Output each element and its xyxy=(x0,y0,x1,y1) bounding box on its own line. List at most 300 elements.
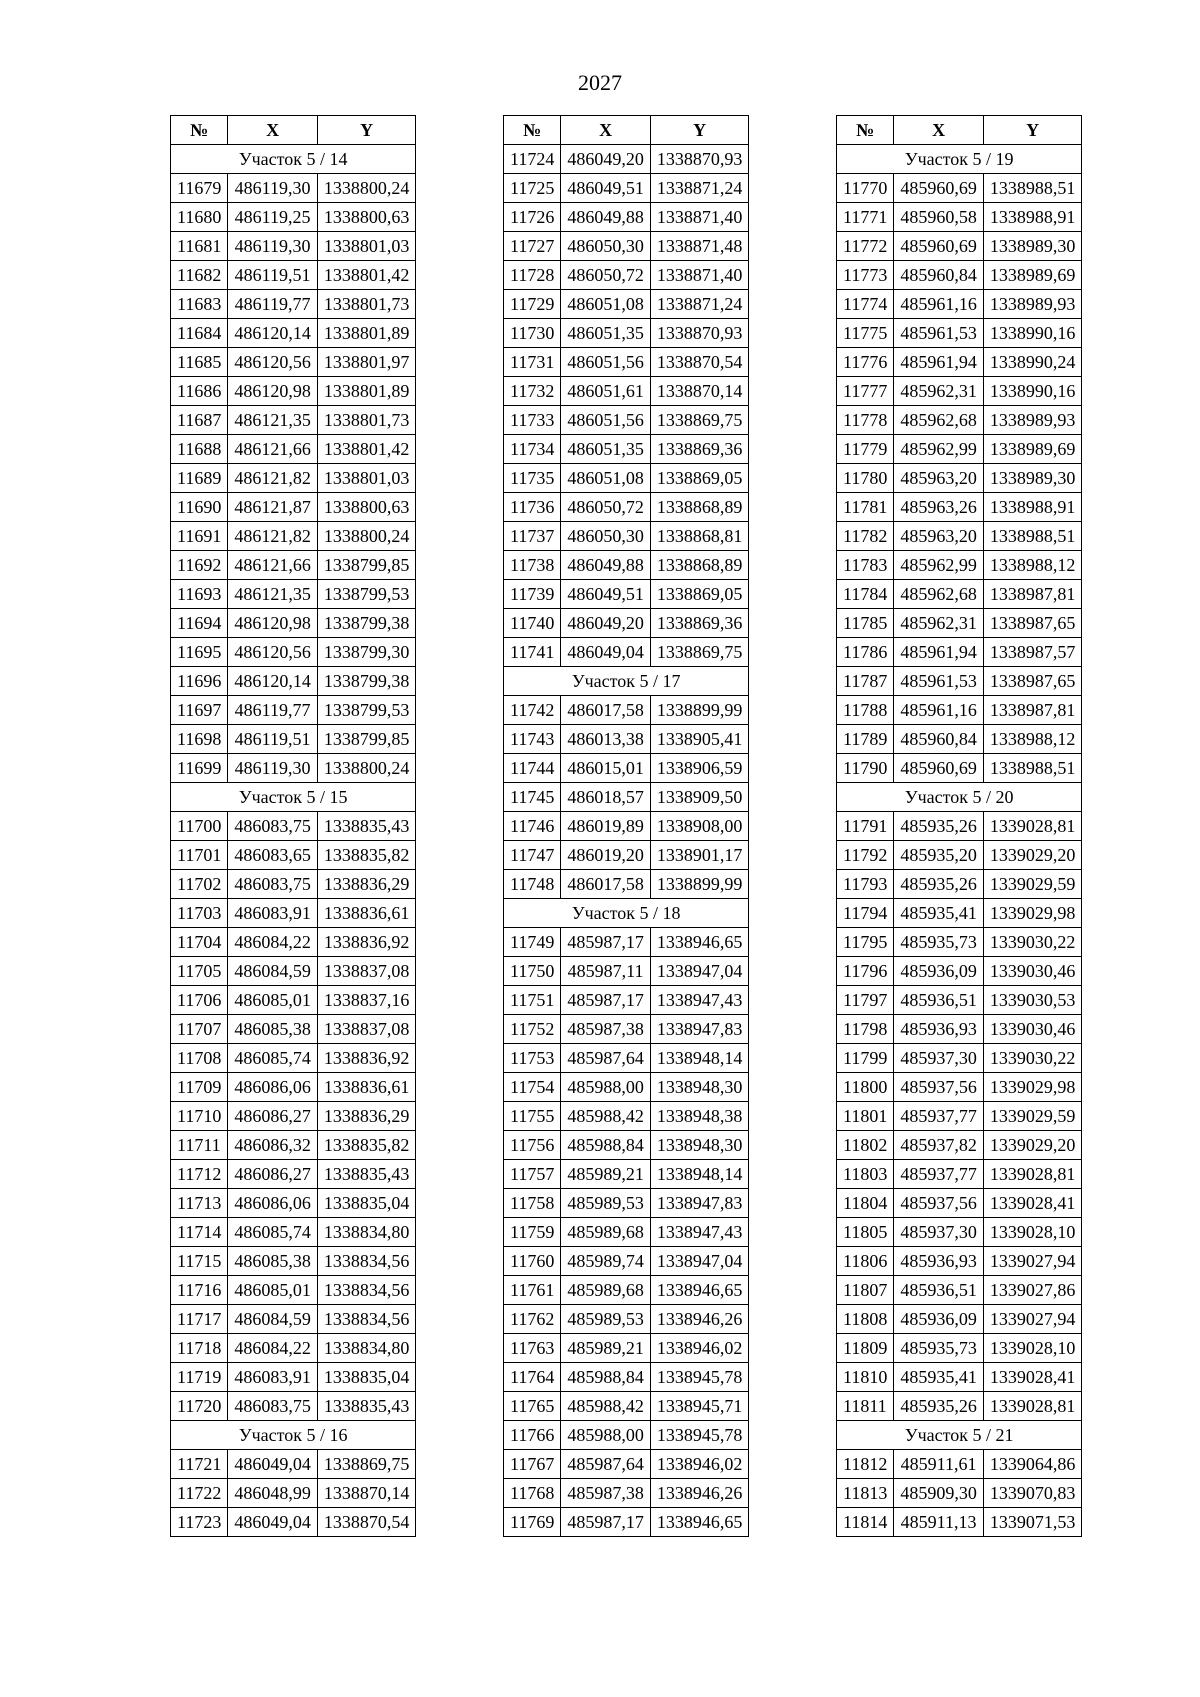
coord-y: 1338947,83 xyxy=(650,1189,749,1218)
coord-x: 486084,22 xyxy=(228,928,318,957)
coord-x: 485987,17 xyxy=(561,928,651,957)
coord-y: 1338871,24 xyxy=(650,290,749,319)
point-number: 11694 xyxy=(171,609,228,638)
coord-y: 1339029,98 xyxy=(983,899,1082,928)
point-number: 11791 xyxy=(837,812,894,841)
table-row xyxy=(504,1131,749,1160)
coord-x: 485961,53 xyxy=(894,319,984,348)
table-row xyxy=(837,1508,1082,1537)
coord-y: 1339029,59 xyxy=(983,870,1082,899)
coord-x: 486119,77 xyxy=(228,696,318,725)
coord-x: 485987,38 xyxy=(561,1015,651,1044)
coord-x: 485963,20 xyxy=(894,464,984,493)
coord-x: 486120,14 xyxy=(228,319,318,348)
point-number: 11682 xyxy=(171,261,228,290)
table-row xyxy=(504,348,749,377)
point-number: 11706 xyxy=(171,986,228,1015)
coord-y: 1339028,41 xyxy=(983,1363,1082,1392)
table-row xyxy=(837,1392,1082,1421)
coord-y: 1338871,40 xyxy=(650,261,749,290)
table-row xyxy=(171,1392,416,1421)
coord-x: 486121,82 xyxy=(228,464,318,493)
coord-x: 486085,38 xyxy=(228,1015,318,1044)
coord-x: 485961,16 xyxy=(894,290,984,319)
coord-y: 1338801,42 xyxy=(317,435,416,464)
coord-y: 1339028,81 xyxy=(983,1392,1082,1421)
table-row xyxy=(837,377,1082,406)
section-title: Участок 5 / 20 xyxy=(837,783,1082,812)
header-x: X xyxy=(228,116,318,145)
coord-x: 485935,41 xyxy=(894,1363,984,1392)
point-number: 11801 xyxy=(837,1102,894,1131)
coord-x: 486085,01 xyxy=(228,986,318,1015)
table-row xyxy=(504,174,749,203)
coord-x: 486051,56 xyxy=(561,406,651,435)
point-number: 11760 xyxy=(504,1247,561,1276)
coord-y: 1338990,24 xyxy=(983,348,1082,377)
point-number: 11680 xyxy=(171,203,228,232)
coord-y: 1338988,91 xyxy=(983,493,1082,522)
table-row xyxy=(504,319,749,348)
point-number: 11727 xyxy=(504,232,561,261)
point-number: 11796 xyxy=(837,957,894,986)
coord-x: 486121,66 xyxy=(228,435,318,464)
coord-y: 1338989,30 xyxy=(983,464,1082,493)
coord-y: 1338801,89 xyxy=(317,377,416,406)
section-row xyxy=(504,667,749,696)
table-row xyxy=(837,696,1082,725)
coord-x: 485962,31 xyxy=(894,609,984,638)
coord-y: 1338988,51 xyxy=(983,522,1082,551)
coord-y: 1338800,63 xyxy=(317,493,416,522)
point-number: 11708 xyxy=(171,1044,228,1073)
coord-y: 1339028,41 xyxy=(983,1189,1082,1218)
table-row xyxy=(504,1363,749,1392)
coord-x: 485987,17 xyxy=(561,1508,651,1537)
coord-y: 1339030,22 xyxy=(983,1044,1082,1073)
coord-y: 1338948,30 xyxy=(650,1131,749,1160)
coord-x: 486085,74 xyxy=(228,1044,318,1073)
coord-y: 1338989,30 xyxy=(983,232,1082,261)
point-number: 11743 xyxy=(504,725,561,754)
point-number: 11807 xyxy=(837,1276,894,1305)
coord-y: 1338988,51 xyxy=(983,174,1082,203)
coord-x: 485963,20 xyxy=(894,522,984,551)
coord-y: 1338946,02 xyxy=(650,1450,749,1479)
header-y: Y xyxy=(983,116,1082,145)
point-number: 11728 xyxy=(504,261,561,290)
table-row xyxy=(504,1508,749,1537)
point-number: 11769 xyxy=(504,1508,561,1537)
coord-x: 486120,56 xyxy=(228,638,318,667)
table-row xyxy=(837,1073,1082,1102)
coord-x: 485961,53 xyxy=(894,667,984,696)
table-row xyxy=(171,986,416,1015)
point-number: 11789 xyxy=(837,725,894,754)
point-number: 11767 xyxy=(504,1450,561,1479)
table-row xyxy=(504,1334,749,1363)
coord-x: 486049,88 xyxy=(561,203,651,232)
table-row xyxy=(504,290,749,319)
point-number: 11814 xyxy=(837,1508,894,1537)
coord-y: 1338835,04 xyxy=(317,1363,416,1392)
point-number: 11808 xyxy=(837,1305,894,1334)
coord-y: 1338988,12 xyxy=(983,725,1082,754)
section-row xyxy=(171,145,416,174)
point-number: 11746 xyxy=(504,812,561,841)
table-row xyxy=(171,957,416,986)
table-row xyxy=(837,435,1082,464)
point-number: 11732 xyxy=(504,377,561,406)
point-number: 11681 xyxy=(171,232,228,261)
point-number: 11705 xyxy=(171,957,228,986)
point-number: 11697 xyxy=(171,696,228,725)
coord-y: 1338908,00 xyxy=(650,812,749,841)
point-number: 11775 xyxy=(837,319,894,348)
point-number: 11799 xyxy=(837,1044,894,1073)
coord-x: 486019,20 xyxy=(561,841,651,870)
point-number: 11802 xyxy=(837,1131,894,1160)
coord-y: 1338799,85 xyxy=(317,725,416,754)
point-number: 11688 xyxy=(171,435,228,464)
coord-x: 485937,56 xyxy=(894,1073,984,1102)
table-row xyxy=(837,493,1082,522)
table-row xyxy=(171,1102,416,1131)
table-row xyxy=(504,1247,749,1276)
point-number: 11749 xyxy=(504,928,561,957)
coord-x: 485911,13 xyxy=(894,1508,984,1537)
table-row xyxy=(171,290,416,319)
point-number: 11722 xyxy=(171,1479,228,1508)
table-row xyxy=(837,1334,1082,1363)
table-row xyxy=(837,464,1082,493)
table-row xyxy=(837,609,1082,638)
coord-x: 486084,59 xyxy=(228,957,318,986)
coord-x: 486119,30 xyxy=(228,754,318,783)
coord-x: 485962,99 xyxy=(894,435,984,464)
coord-y: 1339027,94 xyxy=(983,1247,1082,1276)
coord-x: 485935,26 xyxy=(894,870,984,899)
coordinate-table-1 xyxy=(170,115,416,1537)
header-y: Y xyxy=(650,116,749,145)
coord-y: 1338945,78 xyxy=(650,1363,749,1392)
coord-x: 485988,00 xyxy=(561,1421,651,1450)
coord-x: 486049,20 xyxy=(561,609,651,638)
coord-x: 486086,27 xyxy=(228,1160,318,1189)
coord-y: 1338834,56 xyxy=(317,1276,416,1305)
coord-y: 1338834,80 xyxy=(317,1334,416,1363)
table-row xyxy=(837,232,1082,261)
point-number: 11721 xyxy=(171,1450,228,1479)
table-row xyxy=(504,812,749,841)
point-number: 11778 xyxy=(837,406,894,435)
point-number: 11804 xyxy=(837,1189,894,1218)
coordinate-table-3 xyxy=(836,115,1082,1537)
coord-y: 1338899,99 xyxy=(650,696,749,725)
table-row xyxy=(171,377,416,406)
point-number: 11788 xyxy=(837,696,894,725)
point-number: 11752 xyxy=(504,1015,561,1044)
coord-y: 1338835,43 xyxy=(317,1160,416,1189)
point-number: 11729 xyxy=(504,290,561,319)
table-row xyxy=(837,1450,1082,1479)
coord-x: 485987,11 xyxy=(561,957,651,986)
coord-y: 1338799,53 xyxy=(317,580,416,609)
coord-y: 1338837,08 xyxy=(317,957,416,986)
coord-x: 486086,27 xyxy=(228,1102,318,1131)
coord-y: 1339029,20 xyxy=(983,841,1082,870)
table-row xyxy=(837,899,1082,928)
coord-y: 1338869,75 xyxy=(317,1450,416,1479)
point-number: 11716 xyxy=(171,1276,228,1305)
coord-y: 1339029,98 xyxy=(983,1073,1082,1102)
coord-x: 486017,58 xyxy=(561,696,651,725)
point-number: 11784 xyxy=(837,580,894,609)
table-row xyxy=(171,174,416,203)
coord-y: 1338989,69 xyxy=(983,261,1082,290)
point-number: 11757 xyxy=(504,1160,561,1189)
table-row xyxy=(171,754,416,783)
point-number: 11797 xyxy=(837,986,894,1015)
coord-y: 1338909,50 xyxy=(650,783,749,812)
point-number: 11764 xyxy=(504,1363,561,1392)
table-row xyxy=(504,1276,749,1305)
table-row xyxy=(837,667,1082,696)
point-number: 11782 xyxy=(837,522,894,551)
point-number: 11766 xyxy=(504,1421,561,1450)
coord-y: 1338870,93 xyxy=(650,145,749,174)
point-number: 11715 xyxy=(171,1247,228,1276)
point-number: 11763 xyxy=(504,1334,561,1363)
table-row xyxy=(504,580,749,609)
coord-x: 486120,14 xyxy=(228,667,318,696)
point-number: 11790 xyxy=(837,754,894,783)
coord-y: 1338988,91 xyxy=(983,203,1082,232)
coord-x: 485987,17 xyxy=(561,986,651,1015)
point-number: 11785 xyxy=(837,609,894,638)
coord-y: 1338835,43 xyxy=(317,812,416,841)
table-row xyxy=(171,406,416,435)
coord-x: 486050,30 xyxy=(561,522,651,551)
point-number: 11684 xyxy=(171,319,228,348)
coord-y: 1338905,41 xyxy=(650,725,749,754)
coord-x: 486119,30 xyxy=(228,174,318,203)
point-number: 11755 xyxy=(504,1102,561,1131)
coord-y: 1338800,24 xyxy=(317,174,416,203)
coord-x: 486120,98 xyxy=(228,609,318,638)
coord-y: 1338801,03 xyxy=(317,464,416,493)
coord-x: 485937,82 xyxy=(894,1131,984,1160)
coord-x: 485989,68 xyxy=(561,1218,651,1247)
coord-x: 486051,08 xyxy=(561,290,651,319)
table-row xyxy=(837,348,1082,377)
section-row xyxy=(171,783,416,812)
point-number: 11750 xyxy=(504,957,561,986)
coord-y: 1338869,36 xyxy=(650,435,749,464)
table-row xyxy=(837,1363,1082,1392)
coord-y: 1338988,51 xyxy=(983,754,1082,783)
table-row xyxy=(837,812,1082,841)
point-number: 11771 xyxy=(837,203,894,232)
table-row xyxy=(837,957,1082,986)
coord-x: 485935,26 xyxy=(894,1392,984,1421)
table-row xyxy=(171,232,416,261)
coord-x: 486084,59 xyxy=(228,1305,318,1334)
table-row xyxy=(171,667,416,696)
coord-x: 485936,09 xyxy=(894,957,984,986)
coord-y: 1338987,57 xyxy=(983,638,1082,667)
coord-y: 1338835,43 xyxy=(317,1392,416,1421)
table-row xyxy=(504,1421,749,1450)
coord-x: 486050,72 xyxy=(561,261,651,290)
table-row xyxy=(504,1160,749,1189)
section-title: Участок 5 / 14 xyxy=(171,145,416,174)
coord-x: 486019,89 xyxy=(561,812,651,841)
table-row xyxy=(171,1363,416,1392)
point-number: 11744 xyxy=(504,754,561,783)
coord-x: 485988,42 xyxy=(561,1392,651,1421)
point-number: 11690 xyxy=(171,493,228,522)
coord-x: 486018,57 xyxy=(561,783,651,812)
coord-y: 1338946,65 xyxy=(650,928,749,957)
coord-y: 1338869,36 xyxy=(650,609,749,638)
coord-x: 485911,61 xyxy=(894,1450,984,1479)
coord-x: 485936,09 xyxy=(894,1305,984,1334)
coord-y: 1338946,26 xyxy=(650,1479,749,1508)
point-number: 11726 xyxy=(504,203,561,232)
table-row xyxy=(837,1276,1082,1305)
point-number: 11696 xyxy=(171,667,228,696)
coord-y: 1338834,80 xyxy=(317,1218,416,1247)
coord-y: 1338868,89 xyxy=(650,551,749,580)
coord-x: 485937,30 xyxy=(894,1218,984,1247)
coord-y: 1338870,14 xyxy=(650,377,749,406)
coord-x: 486119,77 xyxy=(228,290,318,319)
point-number: 11756 xyxy=(504,1131,561,1160)
coord-x: 485989,21 xyxy=(561,1160,651,1189)
coord-x: 486086,06 xyxy=(228,1189,318,1218)
table-row xyxy=(837,1247,1082,1276)
coord-y: 1338946,65 xyxy=(650,1276,749,1305)
coord-x: 485936,51 xyxy=(894,1276,984,1305)
coord-y: 1338801,97 xyxy=(317,348,416,377)
coord-y: 1338800,24 xyxy=(317,522,416,551)
table-row xyxy=(504,493,749,522)
table-row xyxy=(504,1479,749,1508)
section-row xyxy=(837,145,1082,174)
coord-x: 485937,30 xyxy=(894,1044,984,1073)
coord-x: 486051,61 xyxy=(561,377,651,406)
coord-x: 485937,77 xyxy=(894,1160,984,1189)
coord-y: 1338836,92 xyxy=(317,928,416,957)
table-row xyxy=(504,232,749,261)
coord-x: 485936,93 xyxy=(894,1015,984,1044)
coord-y: 1339029,20 xyxy=(983,1131,1082,1160)
table-row xyxy=(837,841,1082,870)
table-row xyxy=(837,1102,1082,1131)
coord-y: 1338869,05 xyxy=(650,580,749,609)
point-number: 11762 xyxy=(504,1305,561,1334)
coord-x: 485960,69 xyxy=(894,754,984,783)
coord-y: 1338834,56 xyxy=(317,1247,416,1276)
point-number: 11803 xyxy=(837,1160,894,1189)
point-number: 11779 xyxy=(837,435,894,464)
section-title: Участок 5 / 21 xyxy=(837,1421,1082,1450)
table-row xyxy=(171,1305,416,1334)
table-row xyxy=(171,1015,416,1044)
table-row xyxy=(837,1218,1082,1247)
point-number: 11711 xyxy=(171,1131,228,1160)
coord-x: 486015,01 xyxy=(561,754,651,783)
coord-x: 485935,26 xyxy=(894,812,984,841)
point-number: 11737 xyxy=(504,522,561,551)
coord-y: 1338835,82 xyxy=(317,841,416,870)
point-number: 11742 xyxy=(504,696,561,725)
table-row xyxy=(504,870,749,899)
table-row xyxy=(171,1479,416,1508)
point-number: 11754 xyxy=(504,1073,561,1102)
point-number: 11704 xyxy=(171,928,228,957)
coord-y: 1338948,14 xyxy=(650,1044,749,1073)
point-number: 11720 xyxy=(171,1392,228,1421)
table-row xyxy=(837,1189,1082,1218)
point-number: 11718 xyxy=(171,1334,228,1363)
section-title: Участок 5 / 16 xyxy=(171,1421,416,1450)
coord-x: 485936,51 xyxy=(894,986,984,1015)
coord-x: 485987,64 xyxy=(561,1044,651,1073)
coord-y: 1338899,99 xyxy=(650,870,749,899)
point-number: 11701 xyxy=(171,841,228,870)
point-number: 11739 xyxy=(504,580,561,609)
table-row xyxy=(504,1218,749,1247)
table-row xyxy=(837,1479,1082,1508)
header-number: № xyxy=(837,116,894,145)
coord-x: 486051,56 xyxy=(561,348,651,377)
table-row xyxy=(504,638,749,667)
coord-y: 1338947,04 xyxy=(650,1247,749,1276)
coord-x: 486048,99 xyxy=(228,1479,318,1508)
coord-y: 1338869,75 xyxy=(650,638,749,667)
coord-y: 1338801,03 xyxy=(317,232,416,261)
section-row xyxy=(171,1421,416,1450)
table-row xyxy=(837,986,1082,1015)
coord-x: 485960,58 xyxy=(894,203,984,232)
coord-y: 1338834,56 xyxy=(317,1305,416,1334)
table-row xyxy=(504,551,749,580)
point-number: 11786 xyxy=(837,638,894,667)
table-header-row xyxy=(504,116,749,145)
point-number: 11748 xyxy=(504,870,561,899)
point-number: 11761 xyxy=(504,1276,561,1305)
coord-x: 486049,04 xyxy=(228,1450,318,1479)
coord-x: 486119,30 xyxy=(228,232,318,261)
coord-x: 485961,94 xyxy=(894,348,984,377)
coord-y: 1339030,22 xyxy=(983,928,1082,957)
point-number: 11812 xyxy=(837,1450,894,1479)
point-number: 11809 xyxy=(837,1334,894,1363)
coord-x: 485937,56 xyxy=(894,1189,984,1218)
section-title: Участок 5 / 17 xyxy=(504,667,749,696)
point-number: 11738 xyxy=(504,551,561,580)
coord-y: 1338987,65 xyxy=(983,609,1082,638)
table-row xyxy=(504,986,749,1015)
point-number: 11707 xyxy=(171,1015,228,1044)
coord-x: 486121,35 xyxy=(228,406,318,435)
table-row xyxy=(171,435,416,464)
coord-y: 1339029,59 xyxy=(983,1102,1082,1131)
table-row xyxy=(504,435,749,464)
point-number: 11692 xyxy=(171,551,228,580)
